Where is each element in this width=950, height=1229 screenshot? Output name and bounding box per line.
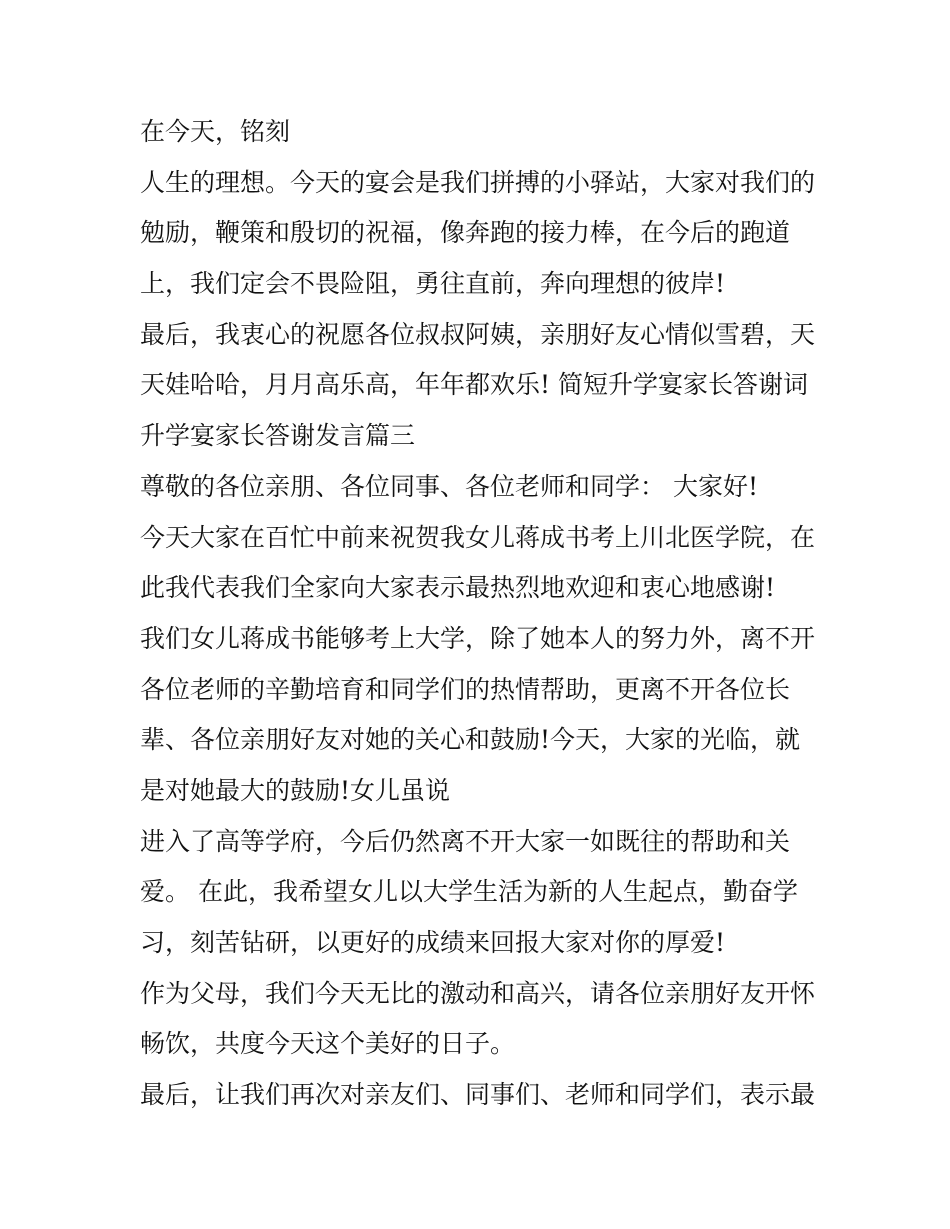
- text-line: 上，我们定会不畏险阻，勇往直前，奔向理想的彼岸!: [140, 269, 726, 299]
- text-line: 在今天，铭刻: [140, 117, 291, 146]
- text-line: 今天大家在百忙中前来祝贺我女儿蒋成书考上川北医学院，在: [140, 522, 816, 552]
- text-line: 我们女儿蒋成书能够考上大学，除了她本人的努力外，离不开: [140, 623, 816, 653]
- text-line: 进入了高等学府，今后仍然离不开大家一如既往的帮助和关: [140, 826, 791, 856]
- text-line: 是对她最大的鼓励!女儿虽说: [140, 775, 451, 805]
- text-line: 人生的理想。今天的宴会是我们拼搏的小驿站，大家对我们的: [140, 167, 816, 197]
- section-heading: 升学宴家长答谢发言篇三: [140, 421, 416, 451]
- document-body: [140, 107, 830, 1121]
- text-line: 辈、各位亲朋好友对她的关心和鼓励!今天，大家的光临，就: [140, 725, 801, 755]
- text-line: 爱。 在此，我希望女儿以大学生活为新的人生起点，勤奋学: [140, 877, 798, 907]
- salutation-line: 尊敬的各位亲朋、各位同事、各位老师和同学： 大家好!: [140, 471, 758, 501]
- text-line: 最后，我衷心的祝愿各位叔叔阿姨，亲朋好友心情似雪碧，天: [140, 319, 816, 349]
- text-line: 最后，让我们再次对亲友们、同事们、老师和同学们，表示最: [140, 1080, 816, 1110]
- text-line: 天娃哈哈，月月高乐高，年年都欢乐! 简短升学宴家长答谢词: [140, 370, 808, 400]
- text-line: 勉励，鞭策和殷切的祝福，像奔跑的接力棒，在今后的跑道: [140, 218, 791, 248]
- text-line: 习，刻苦钻研，以更好的成绩来回报大家对你的厚爱!: [140, 928, 726, 957]
- text-line: 此我代表我们全家向大家表示最热烈地欢迎和衷心地感谢!: [140, 573, 776, 603]
- text-line: 各位老师的辛勤培育和同学们的热情帮助，更离不开各位长: [140, 674, 791, 704]
- text-line: 畅饮，共度今天这个美好的日子。: [140, 1029, 516, 1059]
- text-line: 作为父母，我们今天无比的激动和高兴，请各位亲朋好友开怀: [140, 978, 816, 1008]
